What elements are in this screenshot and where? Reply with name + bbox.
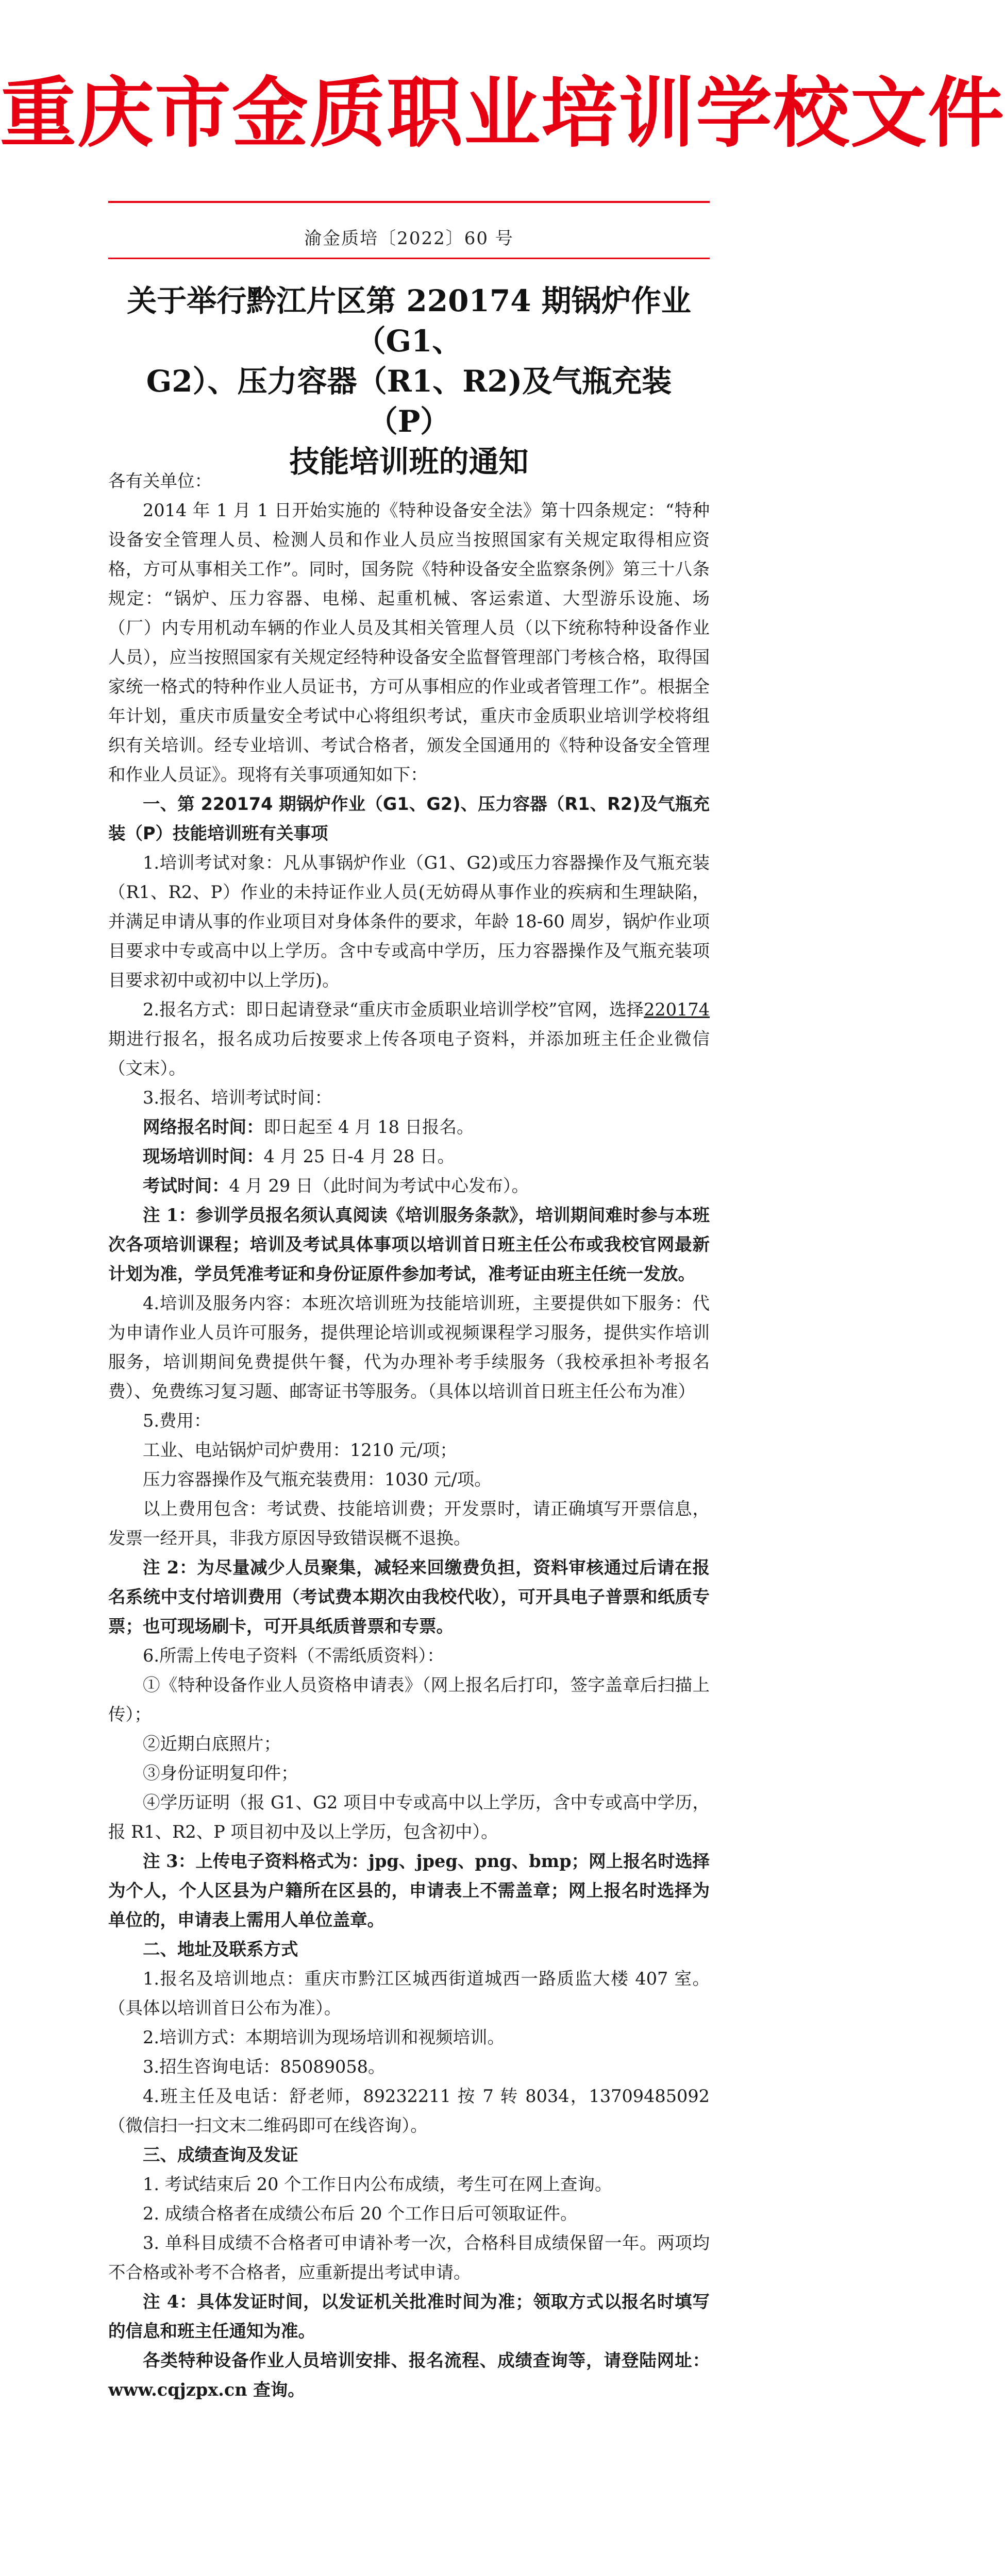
- note-4: 注 4：具体发证时间，以发证机关批准时间为准；领取方式以报名时填写的信息和班主任通知为准。: [108, 2292, 710, 2341]
- material-photo: ②近期白底照片；: [143, 1734, 281, 1754]
- section-heading: 一、第 220174 期锅炉作业（G1、G2)、压力容器（R1、R2)及气瓶充装（P）技能培训班有关事项: [108, 794, 710, 843]
- masthead-rule: [108, 201, 710, 203]
- enrollment-phone: 3.招生咨询电话：85089058。: [143, 2057, 386, 2077]
- material-education-proof: ④学历证明（报 G1、G2 项目中专或高中以上学历，含中专或高中学历，报 R1、R2、P 项目初中及以上学历，包含初中）。: [108, 1792, 710, 1842]
- masthead-title: 重庆市金质职业培训学校文件: [0, 69, 1005, 158]
- notice-title: [119, 281, 699, 482]
- note-2: 注 2：为尽量减少人员聚集，减轻来回缴费负担，资料审核通过后请在报名系统中支付培训费用（考试费本期次由我校代收），可开具电子普票和纸质专票；也可现场刷卡，可开具纸质普票和专票。: [108, 1557, 710, 1636]
- fee-note: 以上费用包含：考试费、技能培训费；开发票时，请正确填写开票信息，发票一经开具，非我方原因导致错误概不退换。: [108, 1499, 710, 1548]
- onsite-training-time: [108, 1142, 710, 1171]
- text: 各类特种设备作业人员培训安排、报名流程、成绩查询等，请登陆网址：: [143, 2350, 710, 2370]
- note-3: 注 3：上传电子资料格式为：jpg、jpeg、png、bmp；网上报名时选择为个人，个人区县为户籍所在区县的，申请表上不需盖章；网上报名时选择为单位的，申请表上需用人单位盖章。: [108, 1851, 710, 1930]
- label: 网络报名时间：: [143, 1117, 264, 1137]
- class-teacher-contact: 4.班主任及电话：舒老师，89232211 按 7 转 8034，13709485092（微信扫一扫文末二维码即可在线咨询）。: [108, 2086, 710, 2136]
- text: 查询。: [247, 2380, 305, 2400]
- document-number: 渝金质培〔2022〕60 号: [304, 228, 514, 249]
- paragraph-registration-method: [108, 995, 710, 1083]
- online-registration-time: [108, 1112, 710, 1142]
- paragraph-target-trainees: 1.培训考试对象：凡从事锅炉作业（G1、G2)或压力容器操作及气瓶充装（R1、R2、P）作业的未持证作业人员(无妨碍从事作业的疾病和生理缺陷，并满足申请从事的作业项目对身体条件的要求，年龄 18-60 周岁，锅炉作业项目要求中专或高中以上学历。含中专或高中学历，压力容器操作及气瓶充装项目要求初中或初中以上学历)。: [108, 853, 710, 990]
- doc-number-rule: [108, 258, 710, 259]
- value: 即日起至 4 月 18 日报名。: [263, 1117, 474, 1137]
- paragraph-fees-heading: 5.费用：: [143, 1411, 211, 1431]
- website-link[interactable]: www.cqjzpx.cn: [108, 2380, 247, 2400]
- class-number-link[interactable]: 220174: [644, 999, 710, 1020]
- label: 现场培训时间：: [143, 1146, 264, 1166]
- retake-policy: 3. 单科目成绩不合格者可申请补考一次，合格科目成绩保留一年。两项均不合格或补考不合格者，应重新提出考试申请。: [108, 2233, 710, 2282]
- intro-paragraph: 2014 年 1 月 1 日开始实施的《特种设备安全法》第十四条规定：“特种设备安全管理人员、检测人员和作业人员应当按照国家有关规定取得相应资格，方可从事相关工作”。同时，国务院《特种设备安全监察条例》第三十八条规定：“锅炉、压力容器、电梯、起重机械、客运索道、大型游乐设施、场（厂）内专用机动车辆的作业人员及其相关管理人员（以下统称特种设备作业人员），应当按照国家有关规定经特种设备安全监督管理部门考核合格，取得国家统一格式的特种作业人员证书，方可从事相应的作业或者管理工作”。根据全年计划，重庆市质量安全考试中心将组织考试，重庆市金质职业培训学校将组织有关培训。经专业培训、考试合格者，颁发全国通用的《特种设备安全管理和作业人员证》。现将有关事项通知如下：: [108, 500, 710, 785]
- paragraph-schedule-heading: 3.报名、培训考试时间：: [143, 1088, 332, 1108]
- training-mode: 2.培训方式：本期培训为现场培训和视频培训。: [143, 2027, 505, 2047]
- fee-pressure-vessel: 压力容器操作及气瓶充装费用：1030 元/项。: [143, 1469, 492, 1489]
- text: 期进行报名，报名成功后按要求上传各项电子资料，并添加班主任企业微信（文末）。: [108, 1029, 710, 1078]
- certificate-collection: 2. 成绩合格者在成绩公布后 20 个工作日后可领取证件。: [143, 2204, 578, 2224]
- label: 考试时间：: [143, 1176, 229, 1196]
- value: 4 月 25 日-4 月 28 日。: [263, 1146, 455, 1166]
- exam-time: [108, 1171, 710, 1200]
- text: 2.报名方式：即日起请登录“重庆市金质职业培训学校”官网，选择: [143, 999, 644, 1020]
- material-application-form: ①《特种设备作业人员资格申请表》（网上报名后打印，签字盖章后扫描上传）；: [108, 1675, 710, 1724]
- section-heading: 三、成绩查询及发证: [143, 2145, 298, 2165]
- salutation: 各有关单位：: [108, 471, 212, 491]
- closing-paragraph: [108, 2346, 710, 2404]
- material-id-copy: ③身份证明复印件；: [143, 1763, 298, 1783]
- title-line: 关于举行黔江片区第 220174 期锅炉作业（G1、: [127, 283, 691, 359]
- result-query: 1. 考试结束后 20 个工作日内公布成绩，考生可在网上查询。: [143, 2174, 612, 2194]
- note-1: 注 1：参训学员报名须认真阅读《培训服务条款》，培训期间难时参与本班次各项培训课程；培训及考试具体事项以培训首日班主任公布或我校官网最新计划为准，学员凭准考证和身份证原件参加考试，准考证由班主任统一发放。: [108, 1205, 710, 1284]
- section-heading: 二、地址及联系方式: [143, 1939, 298, 1959]
- fee-boiler: 工业、电站锅炉司炉费用：1210 元/项；: [143, 1440, 457, 1460]
- paragraph-materials-heading: 6.所需上传电子资料（不需纸质资料）：: [143, 1646, 444, 1666]
- title-line: G2）、压力容器（R1、R2)及气瓶充装（P）: [146, 364, 672, 439]
- training-location: 1.报名及培训地点：重庆市黔江区城西街道城西一路质监大楼 407 室。（具体以培训首日公布为准）。: [108, 1969, 710, 2018]
- notice-body: [108, 466, 710, 2404]
- value: 4 月 29 日（此时间为考试中心发布）。: [229, 1176, 529, 1196]
- title-line: 技能培训班的通知: [289, 444, 529, 479]
- paragraph-services: 4.培训及服务内容：本班次培训班为技能培训班，主要提供如下服务：代为申请作业人员许可服务，提供理论培训或视频课程学习服务，提供实作培训服务，培训期间免费提供午餐，代为办理补考手续服务（我校承担补考报名费）、免费练习复习题、邮寄证书等服务。（具体以培训首日班主任公布为准）: [108, 1293, 710, 1401]
